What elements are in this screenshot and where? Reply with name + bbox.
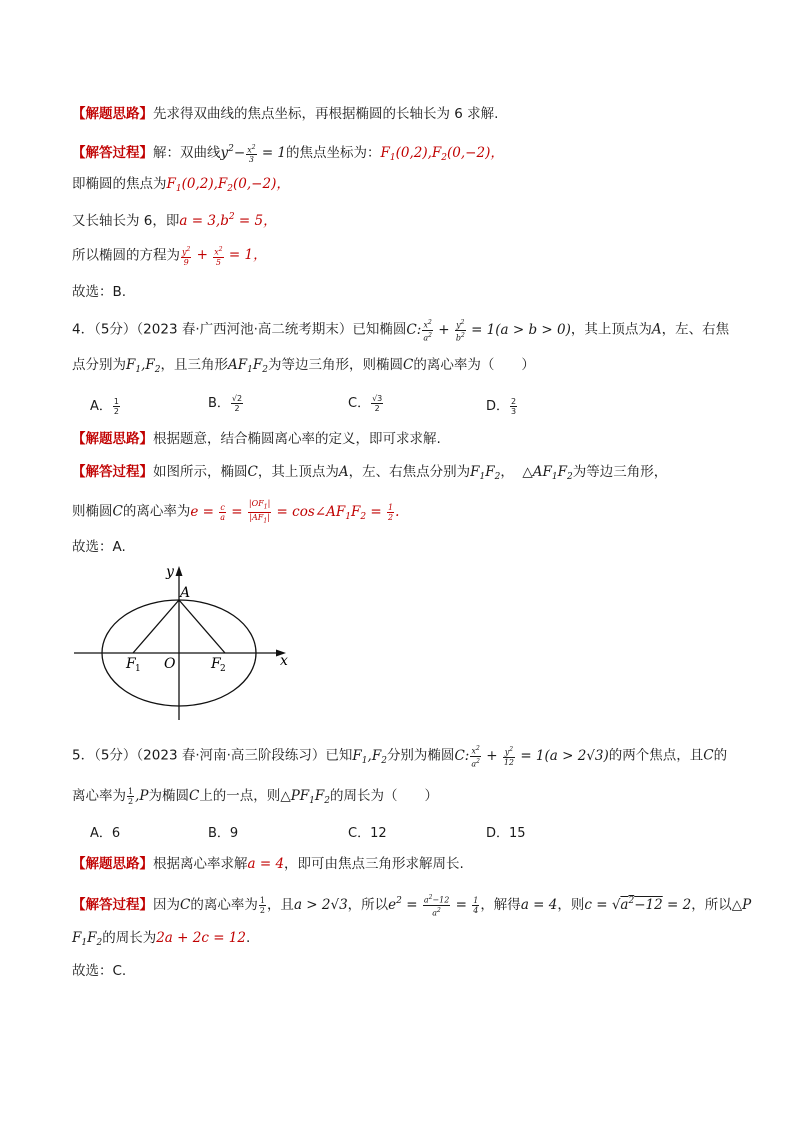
q5-process-1c: ，且 xyxy=(266,897,294,913)
q3-ellipse-foci: $F_1(0,2),F_2(0,-2)$， xyxy=(166,176,290,194)
q3-hyperbola-eq: $y^2-$ $\frac{x^2}{3}$ = 1 xyxy=(220,143,287,165)
q3-foci: $F_1(0,2),F_2(0,-2)$， xyxy=(380,145,504,163)
q5-ellipse-eq: C: $\frac{x^2}{a^2}$ + $\frac{y^2}{12}$ = 1(a > 2√3) xyxy=(454,745,609,769)
q3-process-tag: 【解答过程】 xyxy=(72,145,153,161)
q3-ellipse-eq: $\frac{y^2}{9}$ + $\frac{x^2}{5}$ = 1， xyxy=(182,246,267,267)
q3-thought-line xyxy=(72,104,498,124)
q4-answer: 故选：A. xyxy=(72,539,126,555)
q5-stem-2c: 上的一点，则 xyxy=(199,788,281,804)
q4-option-b-label: B． xyxy=(208,396,230,411)
q4-process-1e: 为等边三角形， xyxy=(572,464,668,480)
q4-stem-line-2: 点分别为$F_1,F_2$，且三角形$AF_1F_2$为等边三角形，则椭圆C的离心率为（ ） xyxy=(72,357,535,375)
q4-stem-tail: ，其上顶点为 xyxy=(570,321,652,338)
q3-process-text-3: 又长轴长为 6，即 xyxy=(72,213,180,229)
q5-process-1e: ，解得 xyxy=(480,897,521,913)
q4-process-1b: ，其上顶点为 xyxy=(257,464,339,480)
y-axis-label: y xyxy=(166,564,174,580)
point-F1-sub: 1 xyxy=(135,664,141,674)
q5-option-d[interactable]: D．15 xyxy=(486,826,526,841)
q5-stem-b: 的两个焦点，且 xyxy=(608,747,704,764)
q4-stem-2b: ，且三角形 xyxy=(160,357,229,373)
q5-stem-2a: 离心率为 xyxy=(72,788,126,804)
q4-option-a-value: $\frac{1}{2}$ xyxy=(113,397,119,416)
q3-answer: 故选：B. xyxy=(72,284,127,300)
q4-stem-2a: 点分别为 xyxy=(72,357,126,373)
q3-process-line-4 xyxy=(72,245,267,267)
q3-thought-text: 先求得双曲线的焦点坐标，再根据椭圆的长轴长为 6 求解. xyxy=(153,106,499,122)
q4-option-c-value: $\frac{√3}{2}$ xyxy=(372,394,383,413)
q4-eccentricity-eq: e = $\frac{c}{a}$ = $\frac{|OF_1|}{|AF_1|}$ = $\cos\angle AF_1F_2$ = $\frac{1}{2}$ . xyxy=(190,499,400,525)
q4-process-tag: 【解答过程】 xyxy=(72,464,153,480)
q5-answer: 故选：C. xyxy=(72,963,127,979)
q4-thought-line xyxy=(72,429,441,449)
q4-stem-line-1: 4．（5分）（2023 春·广西河池·高二统考期末）已知椭圆C: $\frac{x^2}{a^2}$ + $\frac{y^2}{b^2}$ = 1(a > b > 0)，其上顶点为A，左、右焦 xyxy=(72,319,730,343)
q5-stem-number: 5．（5分）（2023 春·河南·高三阶段练习）已知 xyxy=(72,747,353,764)
q4-option-a-label: A． xyxy=(90,399,112,414)
q5-stem-2b: 为椭圆 xyxy=(148,788,189,804)
q5-process-tag: 【解答过程】 xyxy=(72,897,153,913)
point-F1-label: F xyxy=(126,656,136,672)
q5-process-1g: ，所以 xyxy=(691,897,732,913)
q3-process-text-b: 的焦点坐标为： xyxy=(286,145,381,161)
q5-perimeter-eq: 2a + 2c = 12 xyxy=(156,930,246,946)
q4-stem-number: 4．（5分）（2023 春·广西河池·高二统考期末）已知椭圆 xyxy=(72,321,407,338)
q4-thought-text: 根据题意，结合椭圆离心率的定义，即可求求解. xyxy=(153,431,441,447)
q5-process-1f: ，则 xyxy=(557,897,585,913)
point-F2-sub: 2 xyxy=(220,664,226,674)
q5-stem-line-2: 离心率为 $\frac{1}{2}$ ,P为椭圆C上的一点，则$\triangle PF_1F_2$的周长为（ ） xyxy=(72,787,438,806)
q3-process-line-2 xyxy=(72,174,290,199)
q5-stem-line-1: 5．（5分）（2023 春·河南·高三阶段练习）已知$F_1,F_2$分别为椭圆C: $\frac{x^2}{a^2}$ + $\frac{y^2}{12}$ = 1(a > 2√3)的两个焦点，且C的 xyxy=(72,745,728,769)
q5-option-c[interactable]: C．12 xyxy=(348,826,387,841)
q5-thought-b: ，即可由焦点三角形求解周长. xyxy=(284,856,464,872)
q4-process-line-2: 则椭圆C的离心率为e = $\frac{c}{a}$ = $\frac{|OF_1|}{|AF_1|}$ = $\cos\angle AF_1F_2$ = $\frac{1}{2}$ . xyxy=(72,499,400,525)
q4-option-a[interactable] xyxy=(90,395,121,416)
q4-option-c[interactable] xyxy=(348,392,384,413)
ellipse-figure xyxy=(70,562,300,724)
q5-process-2a: 的周长为 xyxy=(102,930,157,946)
q4-thought-tag: 【解题思路】 xyxy=(72,431,153,447)
y-axis-arrow xyxy=(176,566,183,576)
q4-option-b[interactable] xyxy=(208,392,244,413)
point-F2-label: F xyxy=(211,656,221,672)
q3-process-text: 解：双曲线 xyxy=(153,145,221,161)
q4-process-1c: ，左、右焦点分别为 xyxy=(348,464,471,480)
q5-process-line-1: 【解答过程】因为C的离心率为 $\frac{1}{2}$ ，且a > 2√3，所以$e^2$ = $\frac{a^2-12}{a^2}$ = $\frac{1}{4}$ ，解得a = 4，则$c = √a^2-12 = 2$，所以△P xyxy=(72,894,752,918)
q4-process-line-1: 【解答过程】如图所示，椭圆C，其上顶点为A，左、右焦点分别为$F_1F_2$， $\triangle AF_1F_2$为等边三角形， xyxy=(72,464,668,482)
q4-stem-2c: 为等边三角形，则椭圆 xyxy=(267,357,403,373)
q3-process-text-4: 所以椭圆的方程为 xyxy=(72,247,180,264)
q4-option-d-value: $\frac{2}{3}$ xyxy=(511,397,517,416)
q5-process-1a: 因为 xyxy=(153,897,180,913)
q3-thought-tag: 【解题思路】 xyxy=(72,106,153,122)
q4-process-2b: 的离心率为 xyxy=(122,503,191,520)
q5-process-1b: 的离心率为 xyxy=(190,897,258,913)
q3-axis-values: $a = 3,b^2 = 5$， xyxy=(179,212,277,229)
q3-process-line-1 xyxy=(72,139,504,168)
q4-option-c-label: C． xyxy=(348,396,371,411)
q5-stem-a: 分别为椭圆 xyxy=(386,747,455,764)
q3-process-text-2: 即椭圆的焦点为 xyxy=(72,176,167,192)
q4-ellipse-eq: C: $\frac{x^2}{a^2}$ + $\frac{y^2}{b^2}$ = 1(a > b > 0) xyxy=(406,319,571,343)
q4-option-b-value: $\frac{√2}{2}$ xyxy=(231,394,243,413)
q5-thought-a: 根据离心率求解 xyxy=(153,856,248,872)
q4-process-1a: 如图所示，椭圆 xyxy=(153,464,248,480)
q5-thought-tag: 【解题思路】 xyxy=(72,856,153,872)
origin-label: O xyxy=(164,656,176,672)
q4-process-2a: 则椭圆 xyxy=(72,503,113,520)
q4-option-d-label: D． xyxy=(486,399,510,414)
q4-option-d[interactable] xyxy=(486,395,518,416)
point-A-label: A xyxy=(180,585,191,601)
q5-option-a[interactable]: A．6 xyxy=(90,826,121,841)
q5-process-1d: ，所以 xyxy=(347,897,389,913)
x-axis-label: x xyxy=(280,653,288,669)
q5-process-line-2: $F_1F_2$的周长为2a + 2c = 12. xyxy=(72,930,251,948)
q3-process-line-3 xyxy=(72,207,277,231)
q5-thought-line: 【解题思路】根据离心率求解a = 4，即可由焦点三角形求解周长. xyxy=(72,856,464,872)
q4-stem-2d: 的离心率为（ ） xyxy=(413,357,535,373)
q5-option-b[interactable]: B．9 xyxy=(208,826,239,841)
q4-process-1d: ， xyxy=(500,464,514,480)
segment-AF2 xyxy=(179,600,225,653)
segment-AF1 xyxy=(133,600,179,653)
q5-stem-2d: 的周长为（ ） xyxy=(330,788,438,804)
